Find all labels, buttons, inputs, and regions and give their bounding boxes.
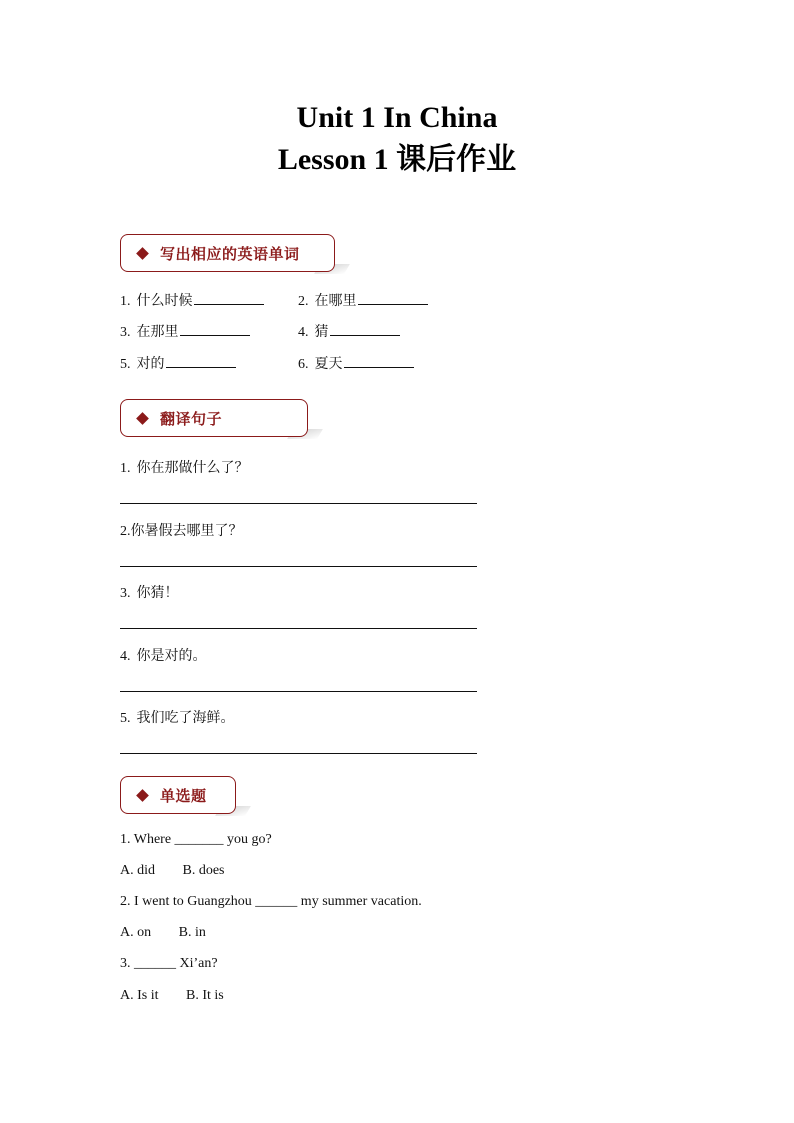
- question-stem-1: 1. Where _______ you go?: [120, 832, 272, 847]
- item-number: 1.: [120, 461, 131, 476]
- word-item-3: [120, 321, 250, 341]
- item-number: 6.: [298, 357, 309, 372]
- item-number: 3.: [120, 325, 131, 340]
- word-item-5: [120, 353, 236, 373]
- item-text: 你暑假去哪里了？: [130, 524, 243, 539]
- item-number: 4.: [120, 649, 131, 664]
- item-text: 你猜！: [136, 586, 179, 601]
- option-a[interactable]: A. Is it: [120, 988, 159, 1003]
- answer-blank[interactable]: [194, 303, 264, 305]
- answer-blank[interactable]: [344, 366, 414, 368]
- answer-blank[interactable]: [166, 366, 236, 368]
- translate-item-5: [120, 707, 235, 727]
- item-number: 2.: [120, 524, 131, 539]
- section-header-words: [120, 234, 335, 272]
- item-text: 猜: [314, 325, 329, 340]
- answer-line-4[interactable]: [120, 691, 477, 692]
- word-item-6: [298, 353, 414, 373]
- header-box: [120, 399, 308, 437]
- section-label: 翻译句子: [160, 409, 223, 428]
- item-text: 我们吃了海鲜。: [136, 711, 235, 726]
- diamond-icon: [136, 789, 149, 802]
- page-title: Unit 1 In China: [296, 101, 498, 134]
- word-item-1: [120, 290, 264, 310]
- question-options-3: [120, 988, 224, 1004]
- item-text: 你在那做什么了？: [136, 461, 249, 476]
- answer-line-1[interactable]: [120, 503, 477, 504]
- page-subtitle: Lesson 1 课后作业: [277, 143, 517, 176]
- item-text: 在哪里: [314, 294, 357, 309]
- item-number: 5.: [120, 357, 131, 372]
- item-text: 对的: [136, 357, 165, 372]
- question-options-1: [120, 863, 225, 879]
- item-text: 什么时候: [136, 294, 193, 309]
- item-text: 在那里: [136, 325, 179, 340]
- answer-blank[interactable]: [180, 334, 250, 336]
- diamond-icon: [136, 247, 149, 260]
- section-label: 单选题: [160, 786, 207, 805]
- answer-blank[interactable]: [358, 303, 428, 305]
- item-number: 4.: [298, 325, 309, 340]
- answer-line-2[interactable]: [120, 566, 477, 567]
- option-b[interactable]: B. in: [178, 925, 206, 940]
- header-box: [120, 234, 335, 272]
- question-stem-3: 3. ______ Xi’an?: [120, 956, 218, 971]
- diamond-icon: [136, 412, 149, 425]
- translate-item-3: [120, 582, 179, 602]
- section-header-translate: [120, 399, 308, 437]
- option-a[interactable]: A. did: [120, 863, 155, 878]
- header-box: [120, 776, 236, 814]
- word-item-4: [298, 321, 400, 341]
- item-number: 5.: [120, 711, 131, 726]
- translate-item-4: [120, 645, 207, 665]
- answer-blank[interactable]: [330, 334, 400, 336]
- item-number: 1.: [120, 294, 131, 309]
- translate-item-2: [120, 520, 243, 540]
- item-text: 夏天: [314, 357, 343, 372]
- item-number: 3.: [120, 586, 131, 601]
- translate-item-1: [120, 457, 249, 477]
- answer-line-3[interactable]: [120, 628, 477, 629]
- option-b[interactable]: B. It is: [186, 988, 224, 1003]
- answer-line-5[interactable]: [120, 753, 477, 754]
- word-item-2: [298, 290, 428, 310]
- item-text: 你是对的。: [136, 649, 207, 664]
- option-a[interactable]: A. on: [120, 925, 152, 940]
- section-header-choice: [120, 776, 236, 814]
- item-number: 2.: [298, 294, 309, 309]
- section-label: 写出相应的英语单词: [160, 244, 300, 263]
- question-options-2: [120, 925, 206, 941]
- question-stem-2: 2. I went to Guangzhou ______ my summer vacation.: [120, 894, 422, 909]
- option-b[interactable]: B. does: [182, 863, 225, 878]
